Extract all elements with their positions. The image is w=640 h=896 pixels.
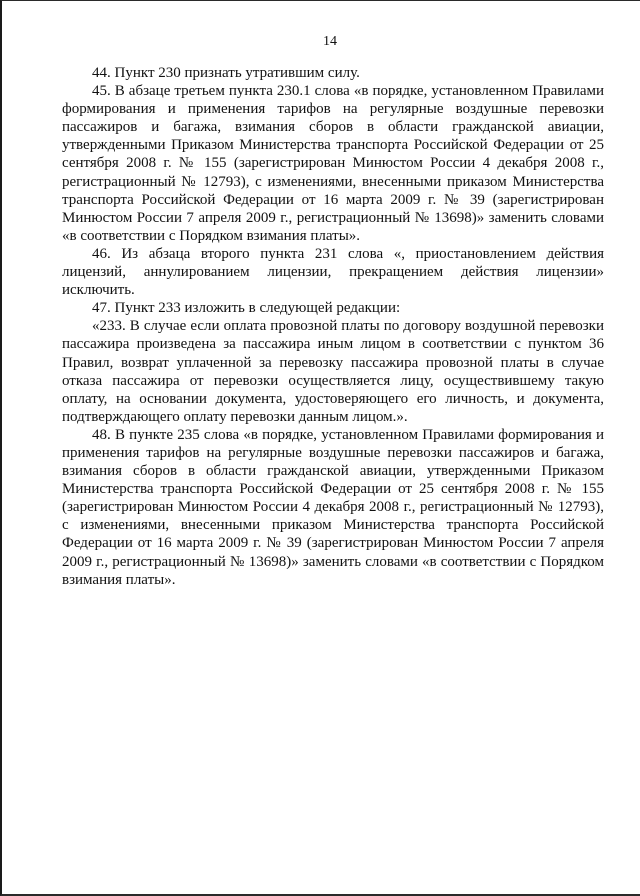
document-body (62, 64, 604, 589)
paragraph-47: 47. Пункт 233 изложить в следующей редакции: (92, 300, 401, 317)
paragraph-48: 48. В пункте 235 слова «в порядке, установленном Правилами формирования и применения тарифов на регулярные воздушные перевозки пассажиров и багажа, взимания сборов в области гражданской авиации, утвержденными Приказом Министерства транспорта Российской Федерации от 25 сентября 2008 г. № 155 (зарегистрирован Минюстом России 4 декабря 2008 г., регистрационный № 12793), с изменениями, внесенными приказом Министерства транспорта Российской Федерации от 16 марта 2009 г. № 39 (зарегистрирован Минюстом России 7 апреля 2009 г., регистрационный № 13698)» заменить словами «в соответствии с Порядком взимания платы». (62, 426, 604, 588)
paragraph-45: 45. В абзаце третьем пункта 230.1 слова «в порядке, установленном Правилами формирования и применения тарифов на регулярные воздушные перевозки пассажиров и багажа, взимания сборов в области гражданской авиации, утвержденными Приказом Министерства транспорта Российской Федерации от 25 сентября 2008 г. № 155 (зарегистрирован Минюстом России 4 декабря 2008 г., регистрационный № 12793), с изменениями, внесенными приказом Министерства транспорта Российской Федерации от 16 марта 2009 г. № 39 (зарегистрирован Минюстом России 7 апреля 2009 г., регистрационный № 13698)» заменить словами «в соответствии с Порядком взимания платы». (62, 83, 604, 244)
page-number: 14 (323, 34, 337, 49)
paragraph-46: 46. Из абзаца второго пункта 231 слова «, приостановлением действия лицензий, аннулированием лицензии, прекращением действия лицензии» исключить. (62, 245, 604, 299)
paragraph-44: 44. Пункт 230 признать утратившим силу. (92, 65, 360, 81)
paragraph-233-quote: «233. В случае если оплата провозной платы по договору воздушной перевозки пассажира произведена за пассажира иным лицом в соответствии с пунктом 36 Правил, возврат уплаченной за перевозку пассажира провозной платы в случае отказа пассажира от перевозки осуществляется лицу, осуществившему такую оплату, на основании документа, удостоверяющего его личность, и документа, подтверждающего оплату перевозки данным лицом.». (62, 318, 604, 425)
